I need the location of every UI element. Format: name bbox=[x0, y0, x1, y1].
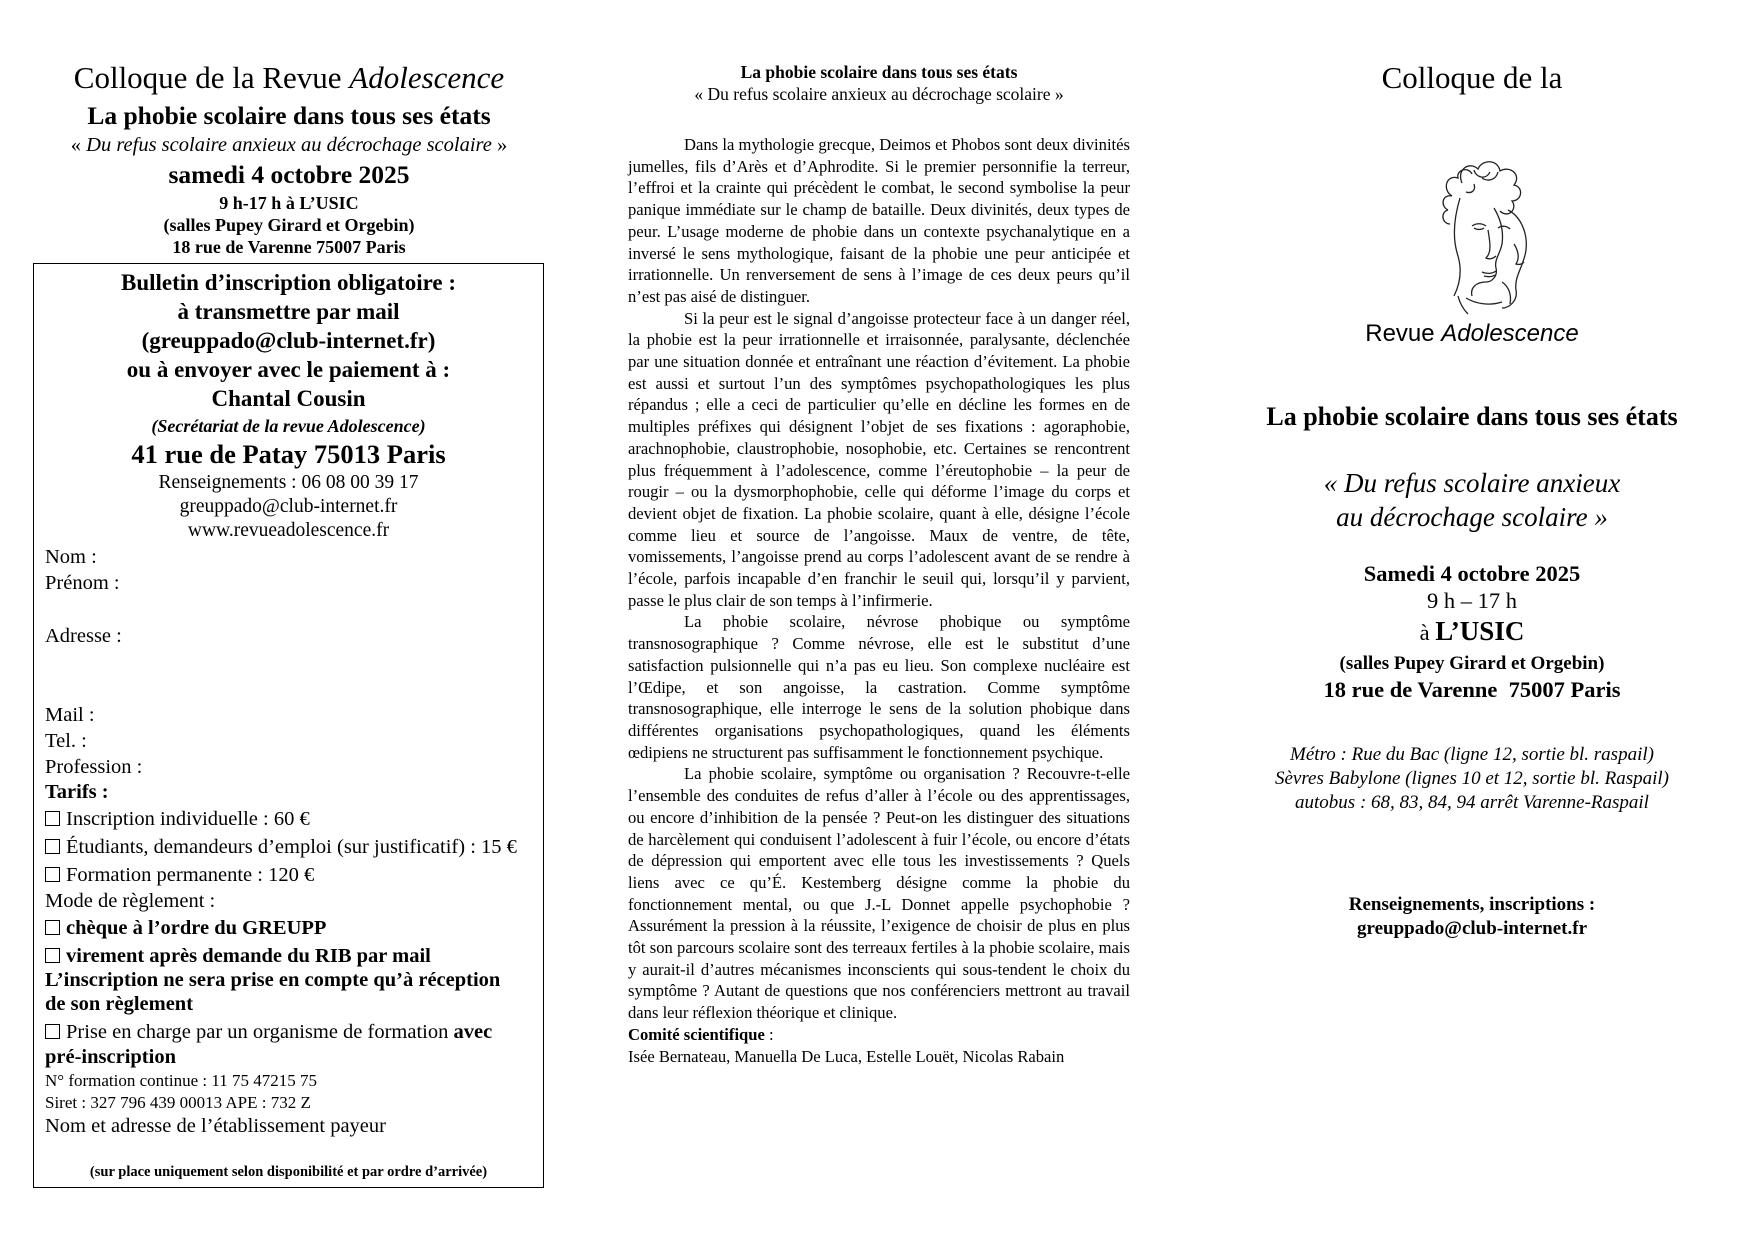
formation-number: N° formation continue : 11 75 47215 75 bbox=[45, 1071, 317, 1090]
right-contact bbox=[1222, 893, 1722, 941]
etablissement-field[interactable]: Nom et adresse de l’établissement payeur bbox=[45, 1115, 386, 1137]
preinscription: pré-inscription bbox=[45, 1046, 176, 1068]
tarif-etudiants[interactable] bbox=[45, 835, 517, 859]
right-subtitle: La phobie scolaire dans tous ses états bbox=[1266, 402, 1678, 431]
bulletin-line-1: Bulletin d’inscription obligatoire : bbox=[120, 270, 457, 295]
prise-en-charge[interactable] bbox=[45, 1020, 492, 1044]
checkbox[interactable] bbox=[45, 867, 60, 882]
left-title bbox=[32, 60, 546, 96]
committee-heading bbox=[628, 1024, 1130, 1046]
tarifs-heading: Tarifs : bbox=[45, 781, 109, 803]
tarif-formation[interactable] bbox=[45, 863, 314, 887]
right-salles: (salles Pupey Girard et Orgebin) bbox=[1339, 653, 1605, 674]
right-place bbox=[1222, 616, 1722, 648]
left-salles: (salles Pupey Girard et Orgebin) bbox=[163, 215, 415, 235]
notice-line-2: de son règlement bbox=[45, 993, 194, 1015]
article-body bbox=[628, 134, 1130, 1067]
mode-cheque[interactable] bbox=[45, 916, 326, 940]
journal-name-italic: Adolescence bbox=[1441, 320, 1579, 347]
right-contact-label: Renseignements, inscriptions : bbox=[1348, 894, 1596, 915]
transport-info bbox=[1222, 743, 1722, 815]
mail-field[interactable]: Mail : bbox=[45, 704, 95, 726]
left-quote bbox=[32, 133, 546, 157]
committee-label: Comité scientifique bbox=[628, 1024, 765, 1044]
bulletin-line-2: à transmettre par mail bbox=[177, 299, 400, 324]
journal-logo-icon bbox=[1422, 148, 1542, 318]
right-time: 9 h – 17 h bbox=[1427, 588, 1517, 613]
adresse-field[interactable]: Adresse : bbox=[45, 625, 122, 647]
left-title-journal: Adolescence bbox=[349, 60, 505, 95]
right-title: Colloque de la bbox=[1381, 60, 1563, 95]
tarif-formation-label: Formation permanente : 120 € bbox=[66, 864, 315, 886]
checkbox[interactable] bbox=[45, 920, 60, 935]
paragraph-2: Si la peur est le signal d’angoisse protecteur face à un danger réel, la phobie est la peur irrationnelle et irraisonnée, paralysante, déclenchée par une situation donnée et entraînant une réaction d’évitement. La phobie est aussi et surtout l’un des symptômes psychopathologiques les plus répandus ; elle a ceci de particulier qu’elle en décline les formes en de multiples préfixes qui désignent l’objet de ses fixations : agoraphobie, arachnophobie, claustrophobie, nosophobie, etc. Certaines se rencontrent plus fréquemment à l’adolescence, comme l’éreutophobie – la peur de rougir – ou la dysmorphophobie, celle qui déforme l’image du corps et devient objet de fixation. La phobie scolaire, quant à elle, désigne l’école comme lieu et source de l’angoisse. Maux de ventre, de tête, vomissements, l’angoisse prend au corps l’adolescent avant de se rendre à l’école, parfois incapable d’en franchir le seuil qui, lorsqu’il y parvient, passe le plus clair de son temps à l’infirmerie. bbox=[628, 308, 1130, 610]
left-quote-close: » bbox=[491, 134, 508, 156]
right-quote bbox=[1222, 466, 1722, 534]
contact-email: greuppado@club-internet.fr bbox=[179, 496, 398, 517]
right-quote-line-2: au décrochage scolaire » bbox=[1336, 502, 1608, 532]
paragraph-4: La phobie scolaire, symptôme ou organisation ? Recouvre-t-elle l’ensemble des conduites de refus d’aller à l’école ou des apprentissages, ou encore d’inhibition de la pensée ? Peut-on les distinguer des situations de harcèlement qui conduisent l’adolescent à fuir l’école, ou encore d’états de dépression qui emportent avec elle tous les investissements ? Quels liens avec ce qu’É. Kestemberg désigne comme la phobie du fonctionnement mental, ou que J.-L Donnet appelle psychophobie ? Assurément la pression à la réussite, l’exigence de choisir de plus en plus tôt son parcours scolaire sont des terreaux fertiles à la phobie scolaire, mais y aurait-il d’autres mécanismes inconscients qui sous-tendent le choix du symptôme ? Autant de questions que nos conférenciers mettront au travail dans leur réflexion théorique et clinique. bbox=[628, 764, 1130, 1023]
right-date: Samedi 4 octobre 2025 bbox=[1363, 561, 1581, 586]
bus-line: autobus : 68, 83, 84, 94 arrêt Varenne-Raspail bbox=[1295, 792, 1649, 813]
siret: Siret : 327 796 439 00013 APE : 732 Z bbox=[45, 1093, 311, 1112]
notice-line-1: L’inscription ne sera prise en compte qu’à réception bbox=[45, 969, 501, 991]
left-subtitle: La phobie scolaire dans tous ses états bbox=[87, 101, 491, 130]
left-time-place: 9 h-17 h à L’USIC bbox=[219, 193, 359, 213]
right-place-prefix: à bbox=[1419, 620, 1436, 645]
paragraph-1: Dans la mythologie grecque, Deimos et Phobos sont deux divinités jumelles, fils d’Arès et d’Aphrodite. Si le premier personnifie la terreur, l’effroi et la crainte qui précèdent le combat, le second symbolise la peur panique immédiate sur le champ de bataille. Deux divinités, deux types de peur. L’usage moderne de phobie dans un contexte psychanalytique en a inversé le sens mythologique, faisant de la phobie une peur anticipée et irrationnelle. Un renversement de sens à l’image de ces deux peurs qu’il n’est pas aisé de distinguer. bbox=[628, 135, 1130, 306]
right-address: 18 rue de Varenne 75007 Paris bbox=[1323, 677, 1621, 702]
tarif-etudiants-label: Étudiants, demandeurs d’emploi (sur justificatif) : 15 € bbox=[66, 836, 517, 858]
right-place-name: L’USIC bbox=[1435, 616, 1525, 646]
nom-field[interactable]: Nom : bbox=[45, 546, 97, 568]
tarif-individuel[interactable] bbox=[45, 807, 310, 831]
middle-title: La phobie scolaire dans tous ses états bbox=[740, 62, 1018, 82]
checkbox[interactable] bbox=[45, 948, 60, 963]
secretariat: (Secrétariat de la revue Adolescence) bbox=[151, 416, 426, 436]
renseignements-phone: Renseignements : 06 08 00 39 17 bbox=[158, 472, 419, 493]
committee-names: Isée Bernateau, Manuella De Luca, Estelle Louët, Nicolas Rabain bbox=[628, 1046, 1065, 1066]
checkbox[interactable] bbox=[45, 1024, 60, 1039]
left-address: 18 rue de Varenne 75007 Paris bbox=[172, 237, 406, 257]
tel-field[interactable]: Tel. : bbox=[45, 730, 87, 752]
profession-field[interactable]: Profession : bbox=[45, 756, 143, 778]
metro-line-2: Sèvres Babylone (lignes 10 et 12, sortie bl. Raspail) bbox=[1275, 768, 1669, 789]
website: www.revueadolescence.fr bbox=[187, 520, 390, 541]
mode-virement[interactable] bbox=[45, 944, 431, 968]
prise-en-charge-bold: avec bbox=[453, 1021, 493, 1043]
metro-line-1: Métro : Rue du Bac (ligne 12, sortie bl. raspail) bbox=[1290, 744, 1654, 765]
bulletin-email: (greuppado@club-internet.fr) bbox=[141, 328, 436, 353]
registration-form bbox=[33, 263, 544, 1188]
right-quote-line-1: « Du refus scolaire anxieux bbox=[1323, 468, 1621, 498]
prise-en-charge-label: Prise en charge par un organisme de formation bbox=[66, 1021, 454, 1043]
bulletin-line-4: ou à envoyer avec le paiement à : bbox=[126, 357, 451, 382]
mode-virement-label: virement après demande du RIB par mail bbox=[66, 945, 431, 967]
left-date: samedi 4 octobre 2025 bbox=[168, 160, 410, 189]
paragraph-3: La phobie scolaire, névrose phobique ou symptôme transnosographique ? Comme névrose, elle est le substitut d’une satisfaction pulsionnelle qui n’a pas eu lieu. Son complexe nucléaire est l’Œdipe, et son angoisse, la castration. Comme symptôme transnosographique, elle interroge le sens de la solution phobique dans différentes organisations psychopathologiques, quand les éléments œdipiens ne structurent pas suffisamment le fonctionnement psychique. bbox=[628, 612, 1130, 762]
committee-colon: : bbox=[764, 1024, 774, 1044]
middle-quote: « Du refus scolaire anxieux au décrochage scolaire » bbox=[694, 84, 1064, 104]
left-quote-open: « bbox=[70, 134, 87, 156]
right-contact-email[interactable]: greuppado@club-internet.fr bbox=[1356, 918, 1587, 939]
left-title-prefix: Colloque de la Revue bbox=[73, 60, 350, 95]
mode-cheque-label: chèque à l’ordre du GREUPP bbox=[66, 917, 327, 939]
journal-name-prefix: Revue bbox=[1365, 320, 1442, 347]
journal-name bbox=[1222, 320, 1722, 348]
mode-reglement: Mode de règlement : bbox=[45, 890, 216, 912]
form-footer-note: (sur place uniquement selon disponibilité et par ordre d’arrivée) bbox=[89, 1164, 488, 1180]
contact-address: 41 rue de Patay 75013 Paris bbox=[131, 439, 446, 469]
checkbox[interactable] bbox=[45, 811, 60, 826]
prenom-field[interactable]: Prénom : bbox=[45, 572, 120, 594]
checkbox[interactable] bbox=[45, 839, 60, 854]
contact-name: Chantal Cousin bbox=[211, 386, 366, 411]
left-quote-text: Du refus scolaire anxieux au décrochage scolaire bbox=[86, 134, 492, 156]
tarif-individuel-label: Inscription individuelle : 60 € bbox=[66, 808, 310, 830]
